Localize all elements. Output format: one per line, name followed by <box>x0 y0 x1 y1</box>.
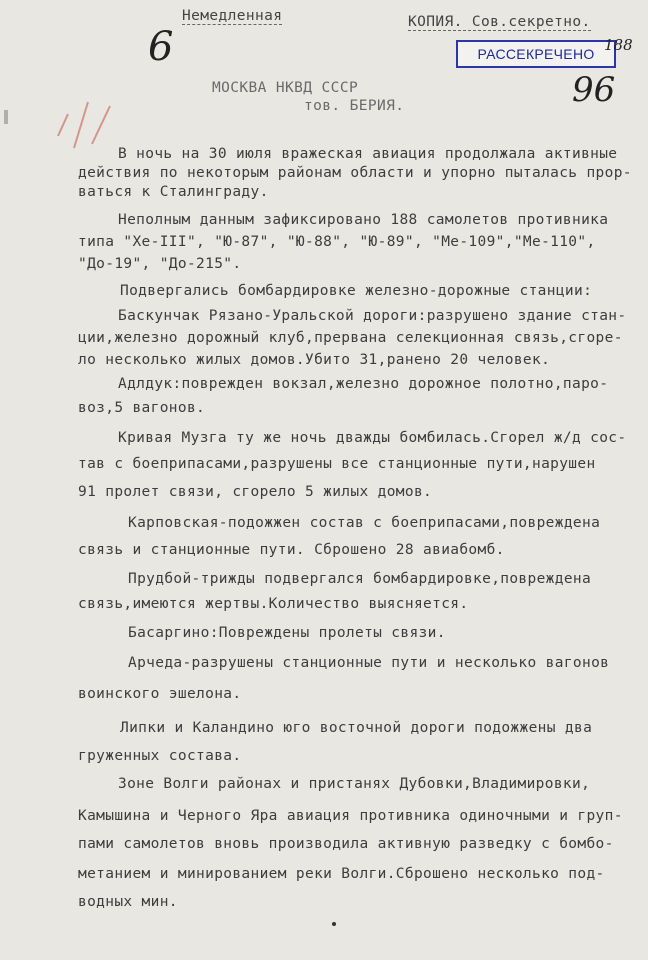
body-line: Липки и Каландино юго восточной дороги подожжены два <box>120 720 593 736</box>
body-line: "До-19", "До-215". <box>78 256 242 272</box>
body-line: Зоне Волги районах и пристанях Дубовки,Владимировки, <box>118 776 591 792</box>
body-line: водных мин. <box>78 894 178 910</box>
body-line: воинского эшелона. <box>78 686 242 702</box>
handwritten-sheet-number: 96 <box>572 70 616 110</box>
address-line-1: МОСКВА НКВД СССР <box>212 80 359 96</box>
body-line: метанием и минированием реки Волги.Сброшено несколько под- <box>78 866 605 882</box>
body-line: Басаргино:Повреждены пролеты связи. <box>128 625 446 641</box>
body-line: Арчеда-разрушены станционные пути и несколько вагонов <box>128 655 610 671</box>
body-line: ции,железно дорожный клуб,прервана селекционная связь,сгоре- <box>78 330 623 346</box>
body-line: пами самолетов вновь производила активную разведку с бомбо- <box>78 836 614 852</box>
address-line-2: тов. БЕРИЯ. <box>304 98 405 114</box>
body-line: действия по некоторым районам области и упорно пыталась прор- <box>78 165 632 181</box>
body-line: В ночь на 30 июля вражеская авиация продолжала активные <box>118 146 618 162</box>
margin-mark <box>4 110 8 124</box>
copy-secret-label: КОПИЯ. Сов.секретно. <box>408 14 591 30</box>
body-line: тав с боеприпасами,разрушены все станционные пути,нарушен <box>78 456 596 472</box>
handwritten-page-mark: 6 <box>148 24 174 70</box>
body-line: ло несколько жилых домов.Убито 31,ранено 20 человек. <box>78 352 551 368</box>
body-line: Баскунчак Рязано-Уральской дороги:разрушено здание стан- <box>118 308 627 324</box>
body-line: связь,имеются жертвы.Количество выясняется. <box>78 596 469 612</box>
declassified-stamp <box>456 40 616 68</box>
body-line: Подвергались бомбардировке железно-дорожные станции: <box>120 283 593 299</box>
body-line: типа "Хе-III", "Ю-87", "Ю-88", "Ю-89", "Ме-109","Ме-110", <box>78 234 596 250</box>
handwritten-archive-number: 188 <box>604 36 633 54</box>
body-line: Адлдук:поврежден вокзал,железно дорожное полотно,паро- <box>118 376 609 392</box>
stamp-text: РАССЕКРЕЧЕНО <box>477 46 595 62</box>
body-line: груженных состава. <box>78 748 242 764</box>
urgency-label: Немедленная <box>182 8 283 24</box>
body-line: ваться к Сталинграду. <box>78 184 269 200</box>
body-line: Неполным данным зафиксировано 188 самолетов противника <box>118 212 609 228</box>
body-line: Прудбой-трижды подвергался бомбардировке,повреждена <box>128 571 592 587</box>
body-line: Карповская-подожжен состав с боеприпасами,повреждена <box>128 515 601 531</box>
body-line: связь и станционные пути. Сброшено 28 авиабомб. <box>78 542 505 558</box>
body-line: Камышина и Черного Яра авиация противника одиночными и груп- <box>78 808 623 824</box>
page-dot <box>332 922 336 926</box>
body-line: Кривая Музга ту же ночь дважды бомбилась.Сгорел ж/д сос- <box>118 430 627 446</box>
body-line: воз,5 вагонов. <box>78 400 206 416</box>
red-pencil-mark <box>52 96 122 156</box>
body-line: 91 пролет связи, сгорело 5 жилых домов. <box>78 484 433 500</box>
